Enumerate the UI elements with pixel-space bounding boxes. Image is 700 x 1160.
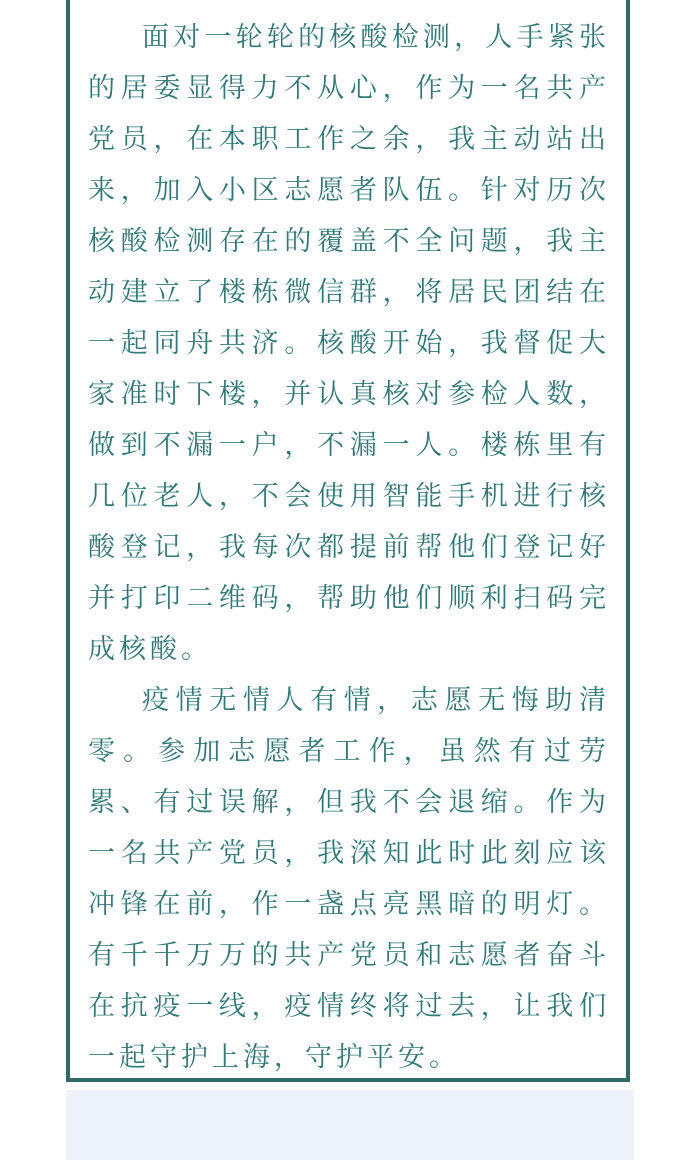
footer-band	[66, 1090, 634, 1160]
article-paragraph-1: 面对一轮轮的核酸检测，人手紧张的居委显得力不从心，作为一名共产党员，在本职工作之余，我主动站出来，加入小区志愿者队伍。针对历次核酸检测存在的覆盖不全问题，我主动建立了楼栋微信群，将居民团结在一起同舟共济。核酸开始，我督促大家准时下楼，并认真核对参检人数，做到不漏一户，不漏一人。楼栋里有几位老人，不会使用智能手机进行核酸登记，我每次都提前帮他们登记好并打印二维码，帮助他们顺利扫码完成核酸。	[88, 22, 610, 665]
article-paragraph-2: 疫情无情人有情，志愿无悔助清零。参加志愿者工作，虽然有过劳累、有过误解，但我不会退缩。作为一名共产党员，我深知此时此刻应该冲锋在前，作一盏点亮黑暗的明灯。有千千万万的共产党员和志愿者奋斗在抗疫一线，疫情终将过去，让我们一起守护上海，守护平安。	[88, 685, 610, 1073]
article-body	[88, 12, 610, 1083]
